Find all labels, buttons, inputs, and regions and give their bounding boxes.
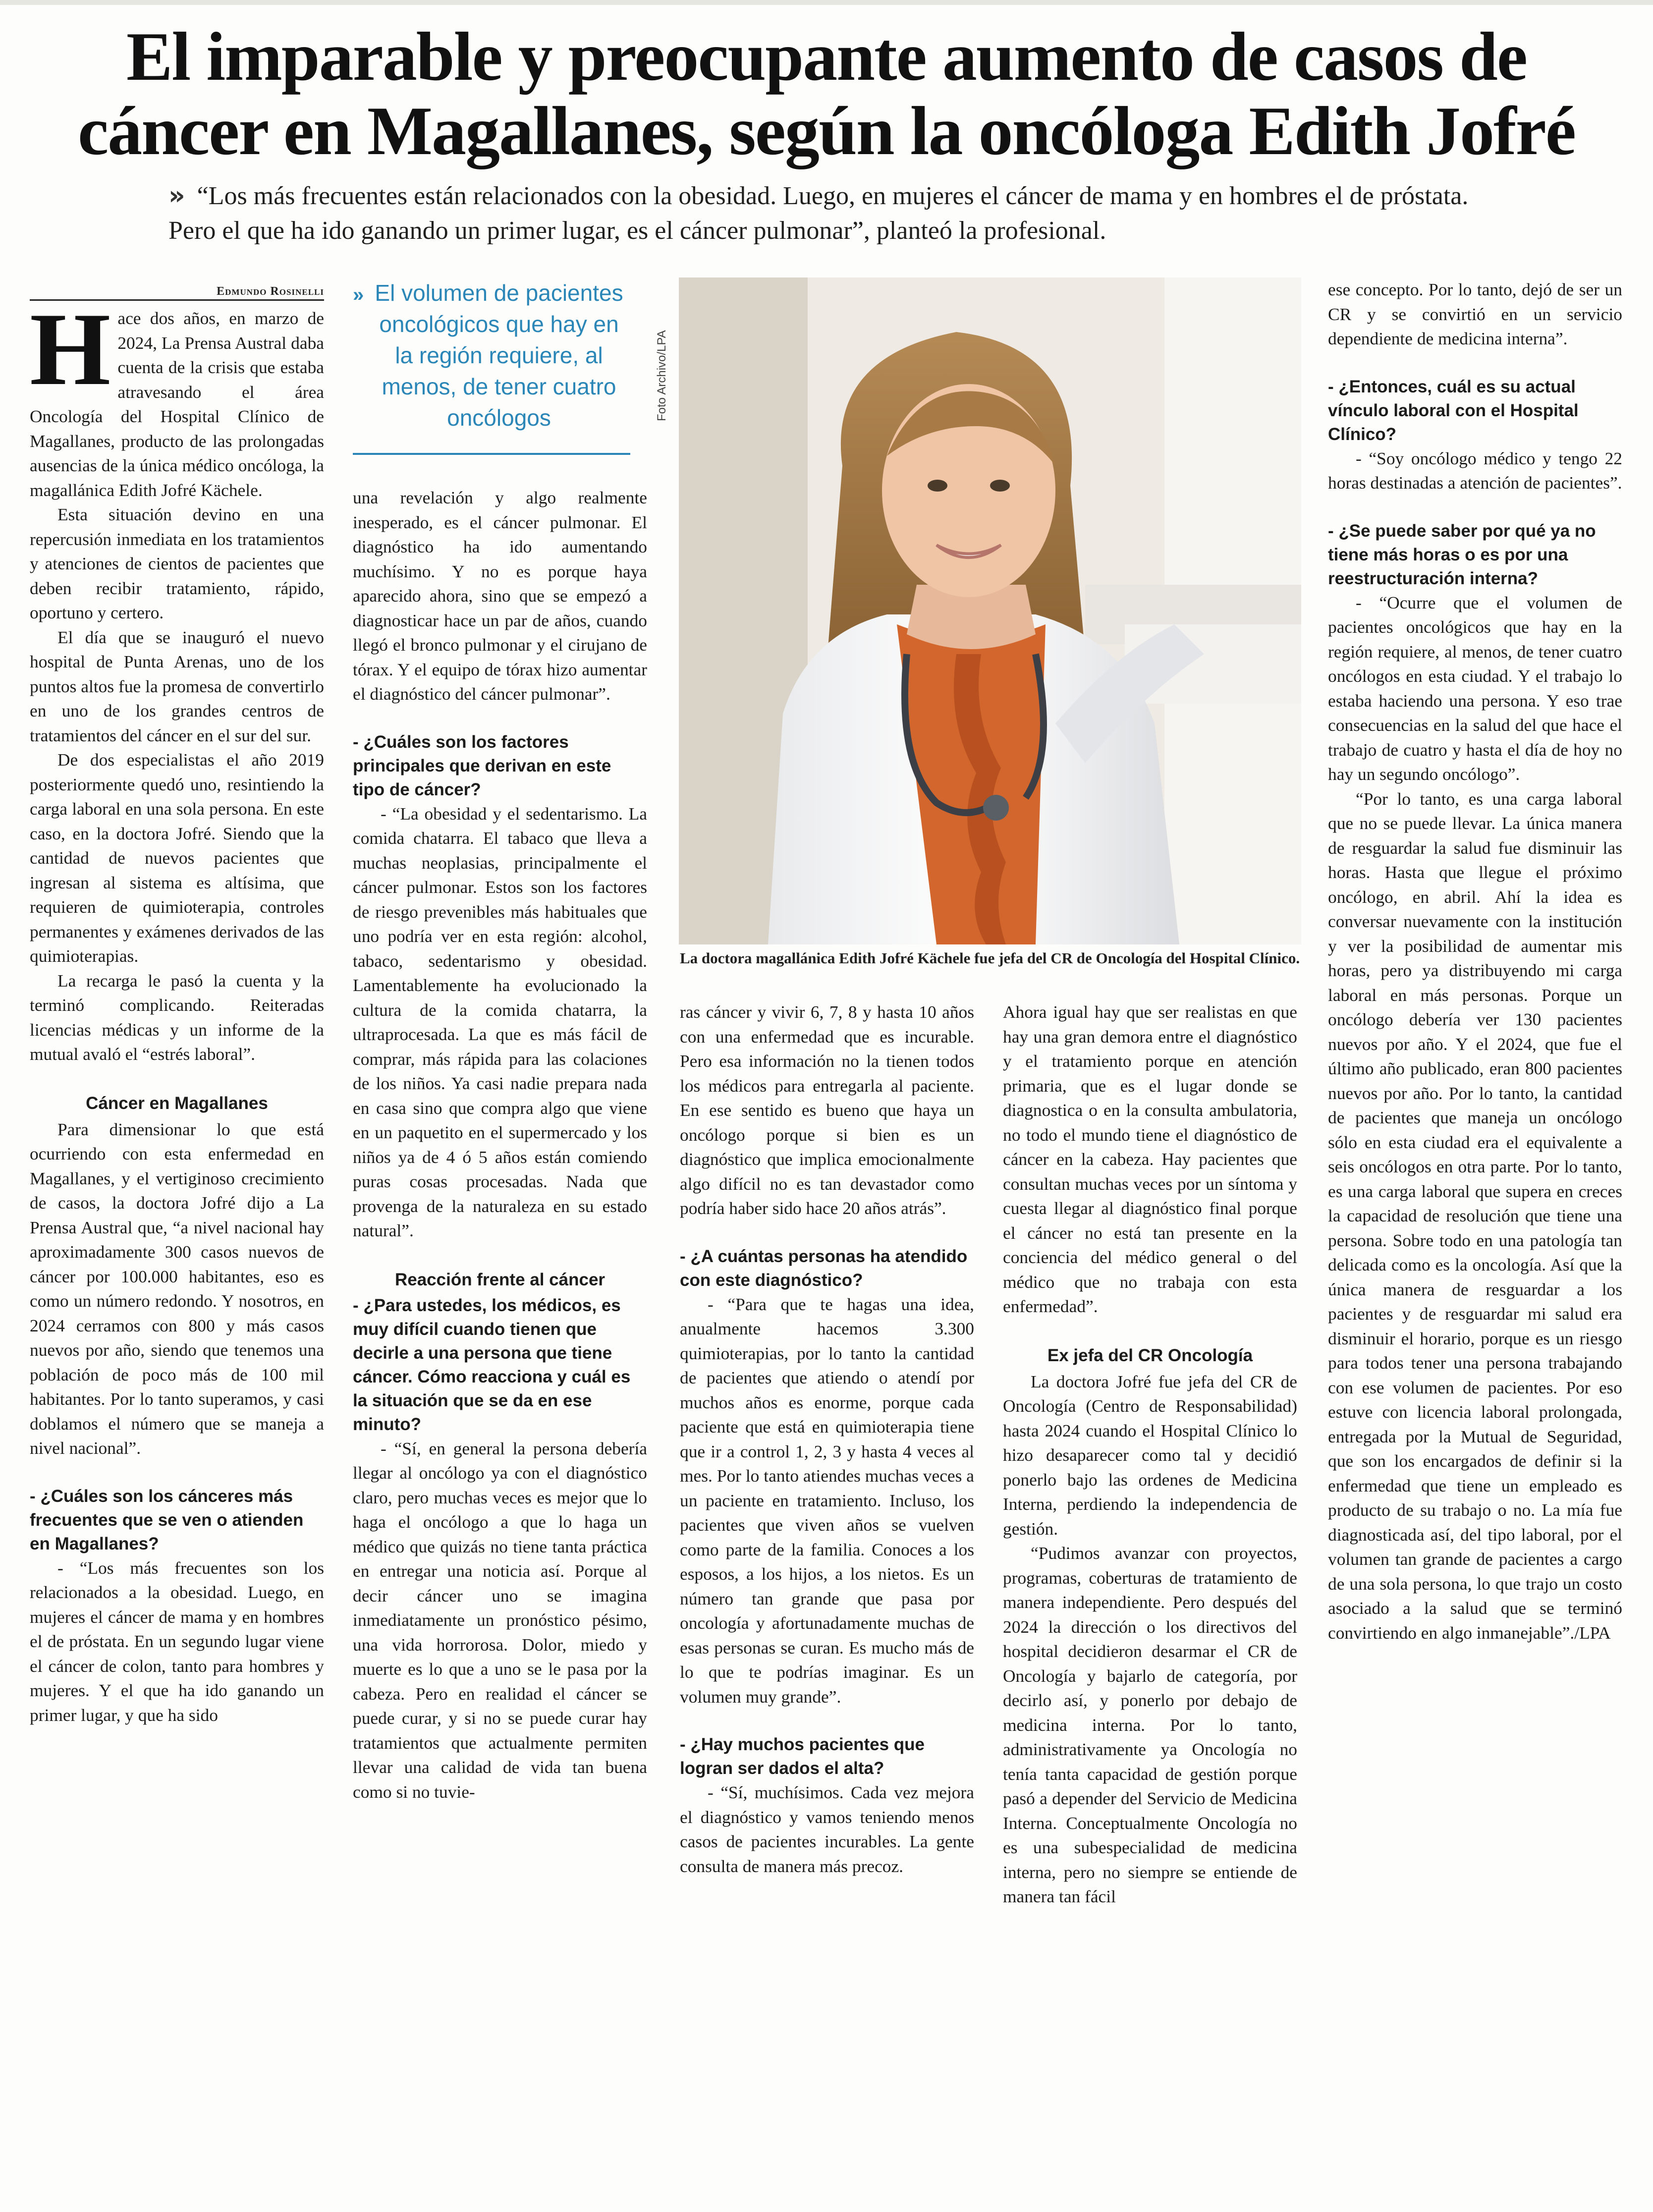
column-4 <box>1003 1000 1297 2189</box>
interview-question: - ¿Se puede saber por qué ya no tiene más horas o es por una reestructuración interna? <box>1328 521 1596 588</box>
paragraph: De dos especialistas el año 2019 posteriormente quedó uno, resintiendo la carga laboral en una sola persona. En este caso, en la doctora Jofré. Siendo que la cantidad de nuevos pacientes que ingresan al sistema es altísima, que requieren de quimioterapia, controles permanentes y exámenes derivados de las quimioterapias. <box>30 750 324 966</box>
double-chevron-icon: » <box>353 284 364 306</box>
double-chevron-icon: » <box>168 181 185 211</box>
paragraph: una revelación y algo realmente inesperado, es el cáncer pulmonar. El diagnóstico ha ido aumentando muchísimo. Y no es porque haya aparecido ahora, sino que se empezó a diagnosticar hace un par de años, cuando llegó el bronco pulmonar y el cirujano de tórax. Y el equipo de tórax hizo aumentar el diagnóstico del cáncer pulmonar”. <box>353 488 647 704</box>
subhead-reaccion: Reacción frente al cáncer <box>394 1270 606 1289</box>
column-1 <box>30 306 324 2189</box>
interview-question: - ¿Entonces, cuál es su actual vínculo laboral con el Hospital Clínico? <box>1328 377 1579 444</box>
column-2 <box>353 486 647 2190</box>
photo-credit: Foto Archivo/LPA <box>655 330 668 421</box>
byline-rule <box>30 299 324 301</box>
headline-line-2: cáncer en Magallanes, según la oncóloga Edith Jofré <box>78 93 1575 169</box>
portrait-illustration <box>679 277 1301 944</box>
dek <box>168 178 1477 248</box>
column-5 <box>1328 277 1622 2190</box>
pull-quote-text: El volumen de pacientes oncológicos que hay en la región requiere, al menos, de tener cuatro oncólogos <box>375 280 623 431</box>
interview-question: - ¿Cuáles son los factores principales que derivan en este tipo de cáncer? <box>353 732 611 799</box>
column-3 <box>680 1000 974 2189</box>
portrait-photo <box>679 277 1301 944</box>
paragraph: Esta situación devino en una repercusión inmediata en los tratamientos y atenciones de cientos de pacientes que deben recibir tratamiento, rápido, oportuno y certero. <box>30 504 324 622</box>
paragraph: La recarga le pasó la cuenta y la terminó complicando. Reiteradas licencias médicas y un informe de la mutual avaló el “estrés laboral”. <box>30 970 324 1064</box>
interview-question: - ¿Para ustedes, los médicos, es muy difícil cuando tienen que decirle a una persona que tiene cáncer. Cómo reacciona y cuál es la situación que se da en ese minuto? <box>353 1295 631 1434</box>
pull-quote-rule <box>353 453 630 455</box>
interview-question: - ¿A cuántas personas ha atendido con este diagnóstico? <box>680 1246 968 1290</box>
paragraph: - “La obesidad y el sedentarismo. La comida chatarra. El tabaco que lleva a muchas neoplasias, principalmente el cáncer pulmonar. Estos son los factores de riesgo prevenibles más habituales que uno podría ver en esta región: alcohol, tabaco, sedentarismo y obesidad. Lamentablemente ha evolucionado la cultura de la comida chatarra, la ultraprocesada. La que es más fácil de comprar, más rápida para las colaciones de los niños. Ya casi nadie prepara nada en casa sino que compra algo que viene en un paquetito en el supermercado y los niños ya de 4 ó 5 años están comiendo puras cosas procesadas. Nada que provenga de la naturaleza en su estado natural”. <box>353 803 647 1240</box>
paragraph: - “Los más frecuentes son los relacionados a la obesidad. Luego, en mujeres el cáncer de mama y en hombres el de próstata. En un segundo lugar viene el cáncer de colon, tanto para hombres y mujeres. Y el que ha ido ganando un primer lugar, y que ha sido <box>30 1557 324 1725</box>
paragraph: “Por lo tanto, es una carga laboral que no se puede llevar. La única manera de resguardar la salud fue disminuir las horas. Hasta que llegue el próximo oncólogo, en abril. Ahí la idea es conversar nuevamente con la institución y ver la posibilidad de aumentar mis horas, pero ya distribuyendo mi carga laboral en más personas. Porque un oncólogo debería ver 130 pacientes nuevos por año. Y el 2024, que fue el último año publicado, eran 800 pacientes nuevos por año. Por lo tanto, la cantidad de pacientes que maneja un oncólogo sólo en esta ciudad era el equivalente a seis oncólogos en otra parte. Por lo tanto, es una carga laboral que supera en creces la capacidad de resolución que tiene una persona. Sobre todo en una patología tan delicada como es la oncología. Así que la única manera de resguardar a los pacientes y de resguardar mi salud era disminuir el horario, porque es un riesgo para todos tener una persona trabajando con ese volumen de pacientes. Por eso estuve con licencia laboral prolongada, entregada por la Mutual de Seguridad, que son los encargados de definir si la enfermedad que tiene un empleado es producto de su trabajo o no. La mía fue diagnosticada así, del tipo laboral, por el volumen tan grande de pacientes a cargo de una sola persona, lo que trajo un costo asociado a la salud que se terminó convirtiendo en algo inmanejable”./LPA <box>1328 788 1622 1643</box>
paragraph: - “Para que te hagas una idea, anualmente hacemos 3.300 quimioterapias, por lo tanto la cantidad de pacientes que atiendo o atendí por muchos años es enorme, porque cada paciente que está en quimioterapia tiene que ir a control 1, 2, 3 y hasta 4 veces al mes. Por lo tanto atiendes muchas veces a un paciente en tratamiento. Incluso, los pacientes que viven años se vuelven como parte de la familia. Conoces a los esposos, a los hijos, a los nietos. Es un número tan grande que pasa por oncología y afortunadamente muchas de esas personas se curan. Es mucho más de lo que te podrías imaginar. Es un volumen muy grande”. <box>680 1294 974 1707</box>
paragraph: “Pudimos avanzar con proyectos, programas, coberturas de tratamiento de manera independiente. Pero después del 2024 la dirección o los directivos del hospital decidieron desarmar el CR de Oncología y bajarlo de categoría, por decirlo así, y ponerlo por debajo de medicina interna. Por lo tanto, administrativamente ya Oncología no tenía tanta capacidad de gestión porque pasó a depender del Servicio de Medicina Interna. Conceptualmente Oncología no es una subespecialidad de medicina interna, pero no siempre se entiende de manera tan fácil <box>1003 1543 1297 1906</box>
paragraph: La doctora Jofré fue jefa del CR de Oncología (Centro de Responsabilidad) hasta 2024 cuando el Hospital Clínico lo hizo desaparecer como tal y decidió ponerlo bajo las ordenes de Medicina Interna, perdiendo la independencia de gestión. <box>1003 1371 1297 1539</box>
drop-cap: H <box>30 306 111 407</box>
paragraph: ras cáncer y vivir 6, 7, 8 y hasta 10 años con una enfermedad que es incurable. Pero esa información no la tienen todos los médicos para entregarla al paciente. En ese sentido es bueno que haya un oncólogo porque si bien es un diagnóstico que implica emocionalmente algo difícil no es tan devastador como podría haber sido hace 20 años atrás”. <box>680 1002 974 1218</box>
pull-quote <box>353 277 630 446</box>
paragraph: Para dimensionar lo que está ocurriendo con esta enfermedad en Magallanes, y el vertiginoso crecimiento de casos, la doctora Jofré dijo a La Prensa Austral que, “a nivel nacional hay aproximadamente 300 casos nuevos de cáncer por 100.000 habitantes, eso es como un número redondo. Y nosotros, en 2024 cerramos con 800 y más casos nuevos por año, siendo que tenemos una población de poco más de 100 mil habitantes. Por lo tanto superamos, y casi doblamos el número que se maneja a nivel nacional”. <box>30 1119 324 1458</box>
paragraph: - “Sí, muchísimos. Cada vez mejora el diagnóstico y vamos teniendo menos casos de pacientes incurables. La gente consulta de manera más precoz. <box>680 1782 974 1876</box>
paragraph: - “Soy oncólogo médico y tengo 22 horas destinadas a atención de pacientes”. <box>1328 448 1622 493</box>
paragraph: - “Sí, en general la persona debería llegar al oncólogo ya con el diagnóstico claro, pero muchas veces es mejor que lo haga el oncólogo a que lo haga un médico que quizás no tiene tanta práctica en entregar una noticia así. Porque al decir cáncer uno se imagina inmediatamente un pronóstico pésimo, una vida horrorosa. Dolor, miedo y muerte es lo que a uno se le pasa por la cabeza. Pero en realidad el cáncer se puede curar, y si no se puede curar hay tratamientos que actualmente permiten llevar una calidad de vida tan buena como si no tuvie- <box>353 1438 647 1802</box>
headline <box>20 20 1633 168</box>
subhead-cancer-magallanes: Cáncer en Magallanes <box>86 1093 268 1113</box>
dek-text: “Los más frecuentes están relacionados con la obesidad. Luego, en mujeres el cáncer de mama y en hombres el de próstata. Pero el que ha ido ganando un primer lugar, es el cáncer pulmonar”, planteó la profesional. <box>168 182 1469 245</box>
byline: Edmundo Rosinelli <box>217 285 324 298</box>
photo-caption: La doctora magallánica Edith Jofré Kächele fue jefa del CR de Oncología del Hospital Clínico. <box>680 949 1300 967</box>
paragraph: - “Ocurre que el volumen de pacientes oncológicos que hay en la región requiere, al menos, de tener cuatro oncólogos en esta ciudad. Y el trabajo lo estaba haciendo una persona. Y eso trae consecuencias en la salud del que hace el trabajo de cuatro y hasta el día de hoy no hay un segundo oncólogo”. <box>1328 592 1622 784</box>
interview-question: - ¿Cuáles son los cánceres más frecuentes que se ven o atienden en Magallanes? <box>30 1486 304 1553</box>
paragraph: El día que se inauguró el nuevo hospital de Punta Arenas, uno de los puntos altos fue la promesa de convertirlo en uno de los grandes centros de tratamientos del cáncer en el sur del sur. <box>30 627 324 745</box>
subhead-ex-jefa: Ex jefa del CR Oncología <box>1047 1345 1253 1365</box>
paragraph: Ahora igual hay que ser realistas en que hay una gran demora entre el diagnóstico y el tratamiento porque en atención primaria, que es el lugar donde se diagnostica o en la consulta ambulatoria, no todo el mundo tiene el diagnóstico de cáncer en la cabeza. Hay pacientes que consultan muchas veces por un síntoma y cuesta llegar al diagnóstico final porque el cáncer no está tan presente en la conciencia del médico general o del médico que no trabaja con esta enfermedad”. <box>1003 1002 1297 1316</box>
lead-paragraph: Hace dos años, en marzo de 2024, La Prensa Austral daba cuenta de la crisis que estaba atravesando el área Oncología del Hospital Clínico de Magallanes, producto de las prolongadas ausencias de la única médico oncóloga, la magallánica Edith Jofré Kächele. <box>30 306 324 500</box>
headline-line-1: El imparable y preocupante aumento de casos de <box>126 18 1527 95</box>
paragraph: ese concepto. Por lo tanto, dejó de ser un CR y se convirtió en un servicio dependiente de medicina interna”. <box>1328 279 1622 348</box>
top-border <box>0 0 1653 5</box>
interview-question: - ¿Hay muchos pacientes que logran ser dados el alta? <box>680 1735 925 1778</box>
